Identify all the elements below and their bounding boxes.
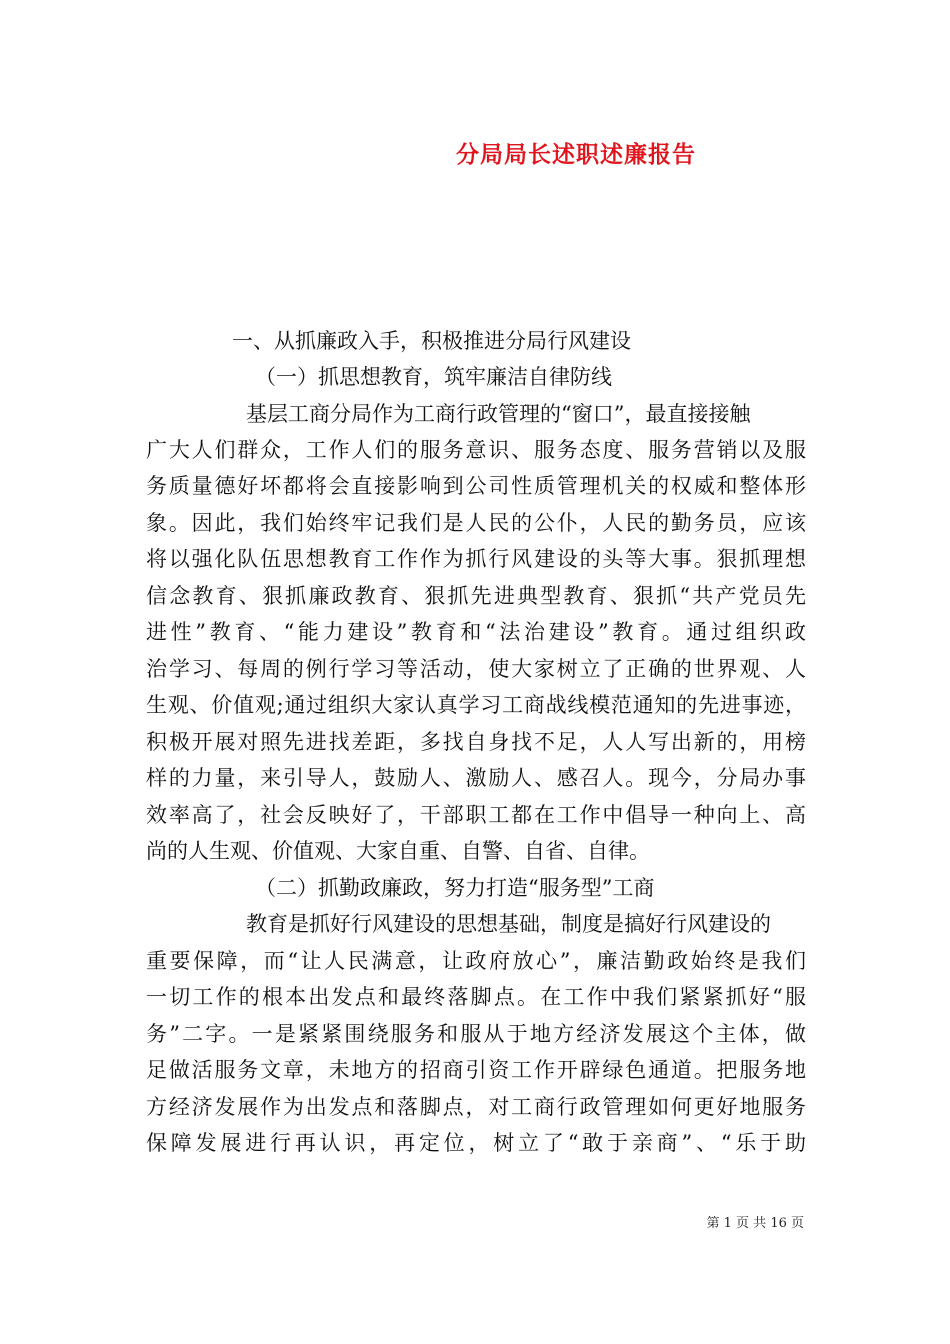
paragraph-1-line: 样的力量，来引导人，鼓励人、激励人、感召人。现今，分局办事 bbox=[146, 766, 806, 790]
subheading-1: （一）抓思想教育，筑牢廉洁自律防线 bbox=[255, 365, 612, 389]
document-title: 分局局长述职述廉报告 bbox=[456, 141, 696, 168]
paragraph-2-line: 方经济发展作为出发点和落脚点，对工商行政管理如何更好地服务 bbox=[146, 1095, 806, 1119]
subheading-2: （二）抓勤政廉政，努力打造“服务型”工商 bbox=[255, 876, 655, 900]
paragraph-1-line: 积极开展对照先进找差距，多找自身找不足，人人写出新的，用榜 bbox=[146, 730, 806, 754]
paragraph-2-line: 教育是抓好行风建设的思想基础，制度是搞好行风建设的 bbox=[246, 912, 771, 936]
paragraph-2-line: 重要保障，而“让人民满意，让政府放心”，廉洁勤政始终是我们 bbox=[146, 949, 806, 973]
paragraph-2-line: 一切工作的根本出发点和最终落脚点。在工作中我们紧紧抓好“服 bbox=[146, 985, 806, 1009]
paragraph-1-line: 进性”教育、“能力建设”教育和“法治建设”教育。通过组织政 bbox=[146, 620, 806, 644]
paragraph-2-line: 足做活服务文章，未地方的招商引资工作开辟绿色通道。把服务地 bbox=[146, 1058, 806, 1082]
paragraph-2-line: 保障发展进行再认识，再定位，树立了“敢于亲商”、“乐于助 bbox=[146, 1131, 806, 1155]
paragraph-1-line: 象。因此，我们始终牢记我们是人民的公仆，人民的勤务员，应该 bbox=[146, 511, 806, 535]
page-number: 第 1 页 共 16 页 bbox=[706, 1216, 804, 1231]
paragraph-1-line: 信念教育、狠抓廉政教育、狠抓先进典型教育、狠抓“共产党员先 bbox=[146, 584, 806, 608]
paragraph-1-line: 务质量德好坏都将会直接影响到公司性质管理机关的权威和整体形 bbox=[146, 474, 806, 498]
paragraph-1-line: 广大人们群众，工作人们的服务意识、服务态度、服务营销以及服 bbox=[146, 438, 806, 462]
paragraph-1-line: 治学习、每周的例行学习等活动，使大家树立了正确的世界观、人 bbox=[146, 657, 806, 681]
section-heading: 一、从抓廉政入手，积极推进分局行风建设 bbox=[232, 329, 631, 353]
paragraph-1-line: 生观、价值观;通过组织大家认真学习工商战线模范通知的先进事迹， bbox=[146, 693, 806, 717]
paragraph-1-line: 尚的人生观、价值观、大家自重、自警、自省、自律。 bbox=[146, 839, 650, 863]
paragraph-2-line: 务”二字。一是紧紧围绕服务和服从于地方经济发展这个主体，做 bbox=[146, 1022, 806, 1046]
paragraph-1-line: 基层工商分局作为工商行政管理的“窗口”，最直接接触 bbox=[246, 402, 751, 426]
paragraph-1-line: 效率高了，社会反映好了，干部职工都在工作中倡导一种向上、高 bbox=[146, 803, 806, 827]
paragraph-1-line: 将以强化队伍思想教育工作作为抓行风建设的头等大事。狠抓理想 bbox=[146, 547, 806, 571]
